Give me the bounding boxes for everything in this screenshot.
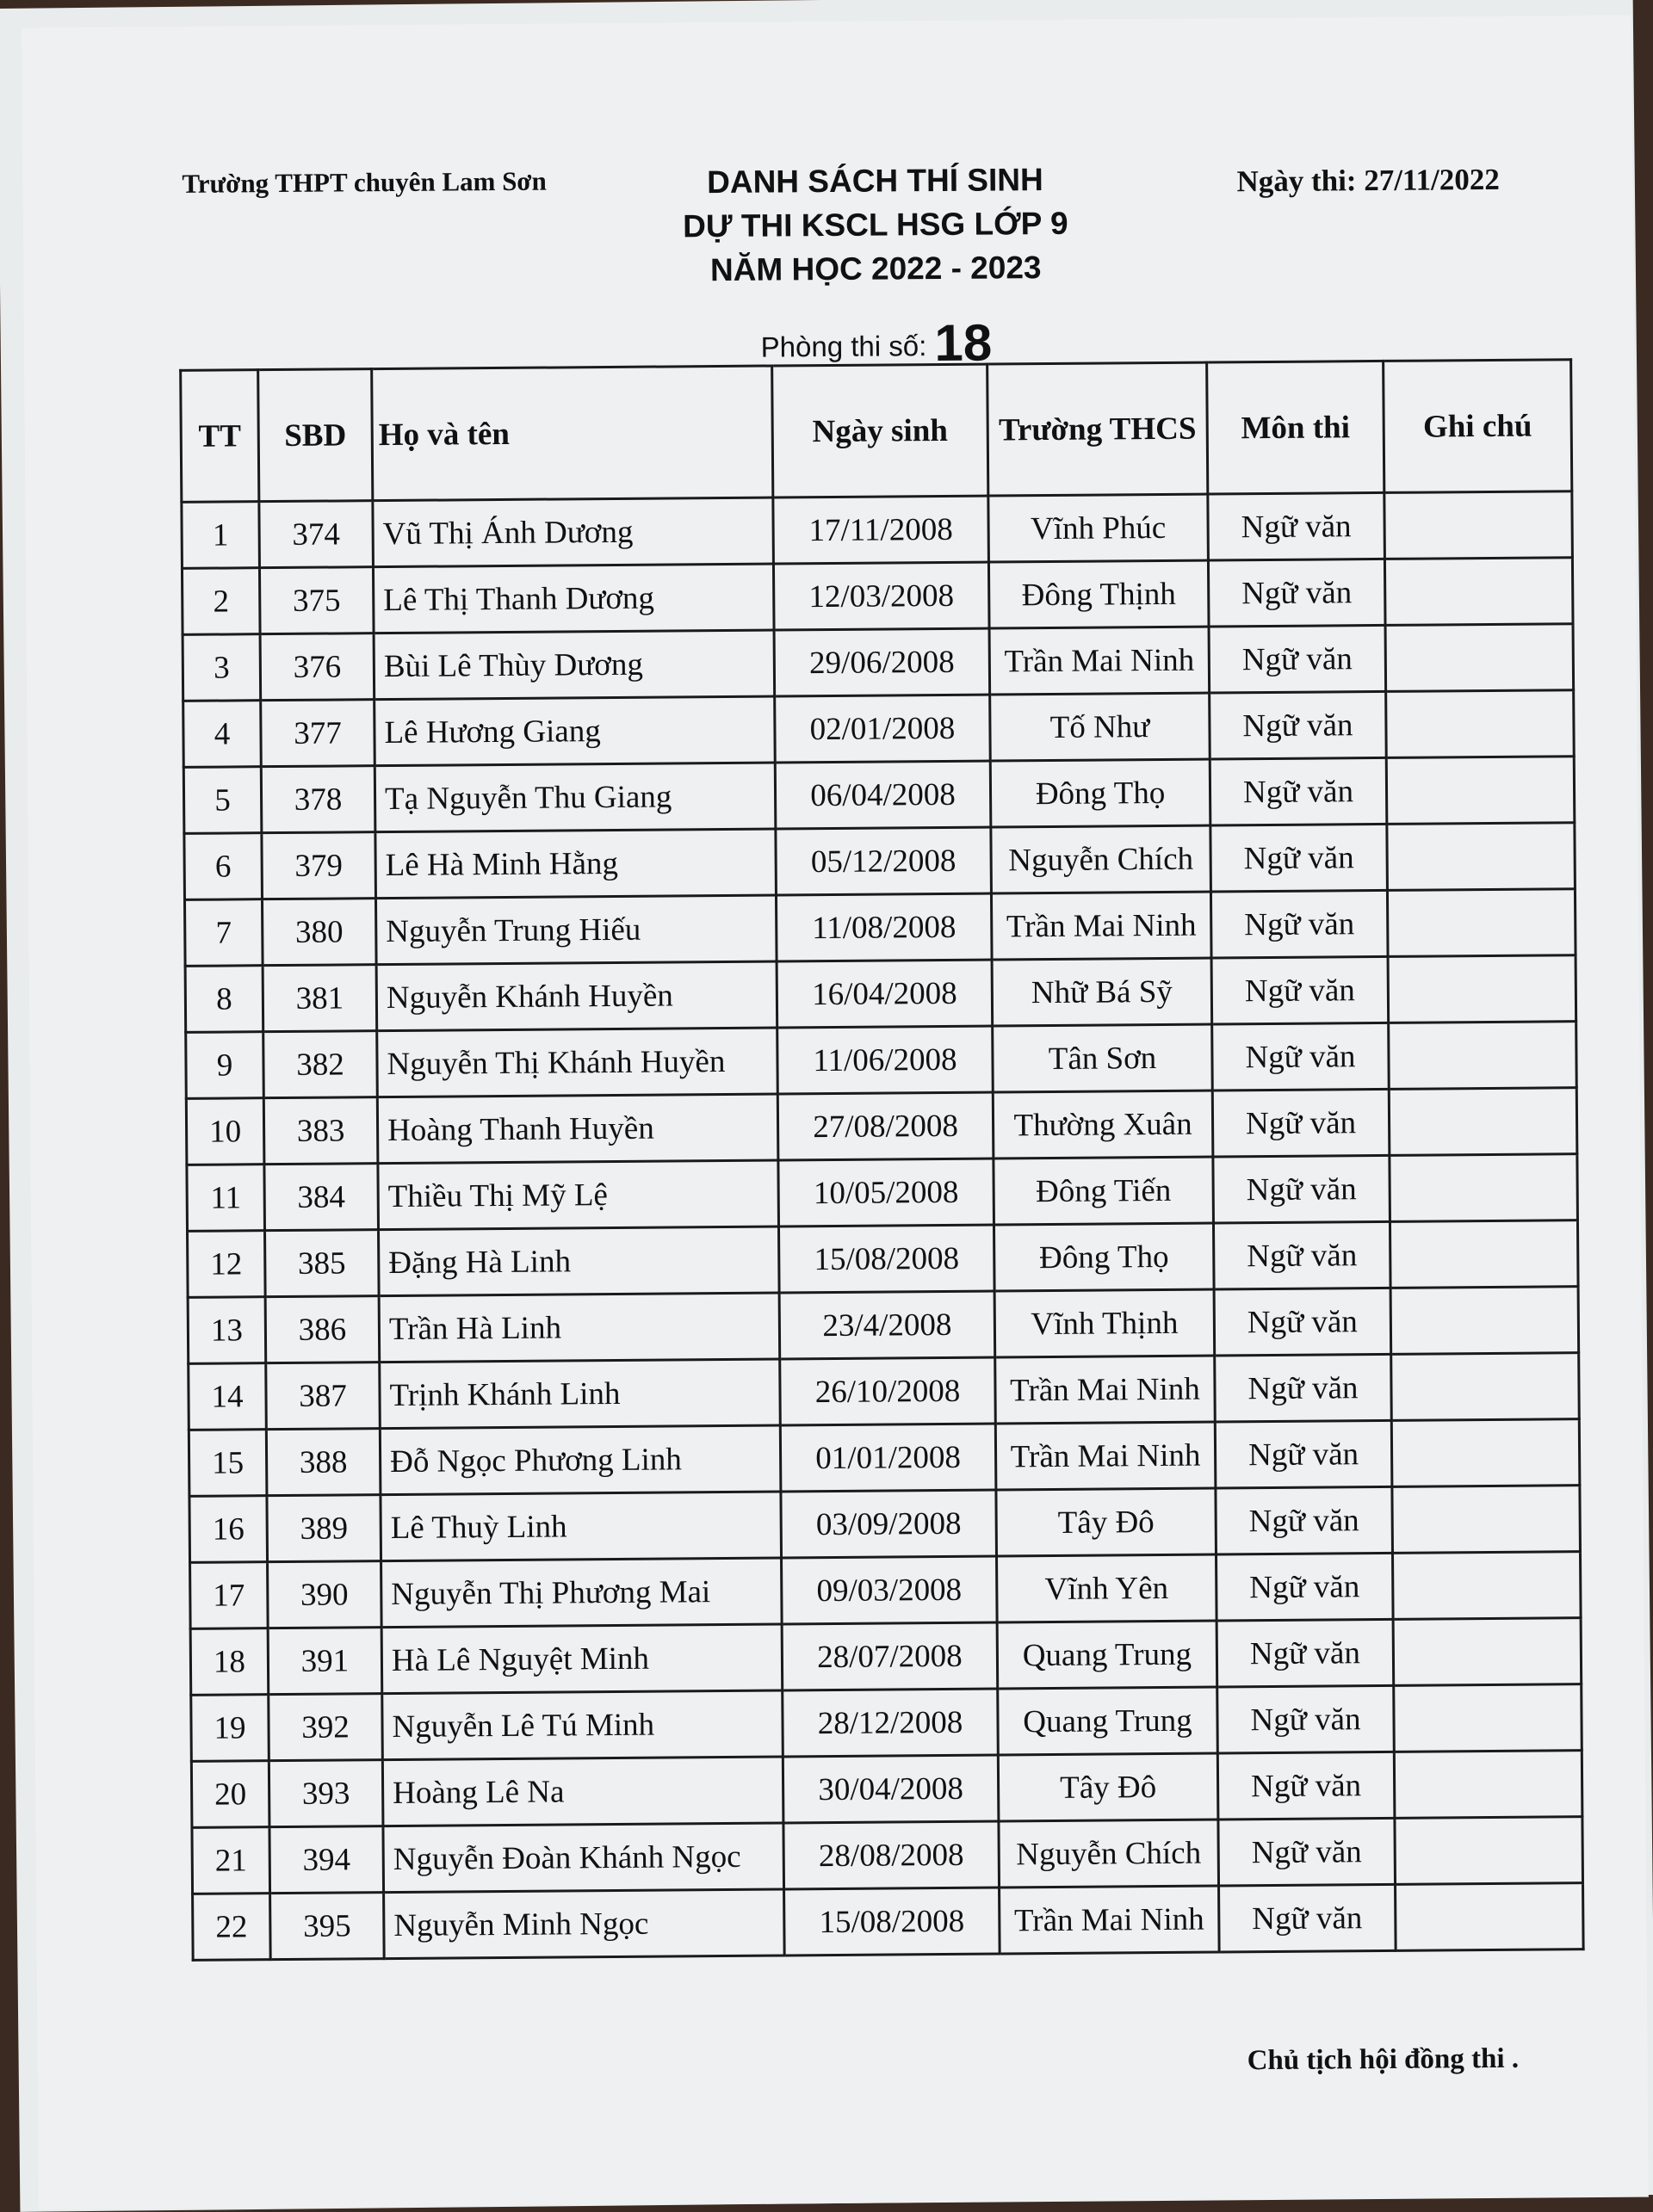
cell-subject: Ngữ văn [1213,1221,1390,1289]
cell-dob: 11/06/2008 [777,1026,994,1094]
cell-subject: Ngữ văn [1210,757,1387,825]
cell-sbd: 394 [269,1826,384,1894]
col-header-dob: Ngày sinh [772,364,988,497]
col-header-subject: Môn thi [1207,361,1384,494]
cell-dob: 16/04/2008 [777,960,993,1028]
cell-name: Hoàng Thanh Huyền [377,1094,778,1164]
col-header-name: Họ và tên [372,366,773,501]
cell-subject: Ngữ văn [1210,890,1388,958]
cell-tt: 22 [193,1894,271,1961]
cell-sbd: 387 [266,1362,381,1430]
cell-subject: Ngữ văn [1210,691,1387,759]
room-number: 18 [934,313,993,373]
table-row [190,1552,1582,1629]
cell-notes [1387,889,1576,957]
cell-sbd: 382 [263,1031,378,1098]
cell-name: Lê Hà Minh Hằng [375,829,777,899]
cell-tt: 6 [184,833,263,900]
cell-dob: 06/04/2008 [775,761,991,829]
cell-dob: 29/06/2008 [774,628,990,696]
cell-dob: 28/07/2008 [782,1622,998,1690]
cell-subject: Ngữ văn [1217,1685,1395,1753]
cell-notes [1396,1883,1584,1951]
cell-name: Lê Hương Giang [375,696,776,766]
cell-subject: Ngữ văn [1213,1155,1390,1223]
table-row [186,1022,1577,1099]
cell-tt: 10 [186,1098,264,1165]
cell-tt: 1 [182,502,260,569]
cell-name: Lê Thuỳ Linh [381,1492,782,1561]
cell-sbd: 395 [270,1893,385,1960]
cell-school: Trần Mai Ninh [995,1356,1216,1424]
cell-name: Nguyễn Đoàn Khánh Ngọc [383,1823,784,1893]
cell-school: Trần Mai Ninh [995,1422,1216,1490]
cell-subject: Ngữ văn [1212,1089,1390,1157]
cell-subject: Ngữ văn [1217,1619,1394,1687]
cell-dob: 03/09/2008 [781,1490,997,1558]
cell-name: Hoàng Lê Na [382,1757,783,1826]
candidate-table [179,358,1584,1962]
cell-school: Vĩnh Phúc [988,494,1209,562]
cell-sbd: 374 [259,501,374,568]
cell-name: Hà Lê Nguyệt Minh [381,1624,783,1694]
cell-notes [1389,1022,1577,1090]
table-row [184,889,1576,967]
cell-subject: Ngữ văn [1219,1884,1396,1952]
cell-notes [1390,1220,1578,1288]
cell-notes [1386,757,1575,825]
table-row [182,558,1573,635]
cell-sbd: 391 [268,1628,382,1695]
cell-school: Trần Mai Ninh [989,627,1210,695]
cell-tt: 17 [190,1562,269,1629]
cell-sbd: 384 [264,1164,379,1231]
cell-name: Bùi Lê Thùy Dương [374,630,775,700]
cell-name: Nguyễn Trung Hiếu [375,895,777,965]
table-row [183,690,1575,768]
cell-subject: Ngữ văn [1209,625,1386,693]
cell-name: Nguyễn Thị Phương Mai [381,1558,783,1628]
cell-dob: 23/4/2008 [779,1291,995,1359]
table-row [185,955,1576,1033]
cell-sbd: 381 [263,965,377,1032]
cell-sbd: 378 [261,766,375,833]
cell-dob: 10/05/2008 [778,1159,994,1226]
cell-dob: 26/10/2008 [780,1357,996,1425]
cell-school: Tây Đô [996,1488,1217,1556]
cell-notes [1384,491,1573,559]
cell-name: Vũ Thị Ánh Dương [373,497,774,567]
table-row [190,1618,1582,1696]
cell-sbd: 388 [266,1429,381,1496]
cell-notes [1385,624,1574,692]
table-row [187,1154,1578,1232]
cell-dob: 28/12/2008 [783,1689,999,1757]
title-line-1: DANH SÁCH THÍ SINH [707,162,1043,201]
cell-notes [1392,1486,1581,1554]
table-row [184,823,1576,900]
cell-school: Đông Thịnh [988,560,1209,628]
cell-tt: 11 [187,1165,265,1232]
cell-notes [1394,1684,1582,1752]
cell-subject: Ngữ văn [1215,1420,1392,1488]
cell-school: Vĩnh Thịnh [994,1289,1215,1357]
cell-name: Đặng Hà Linh [379,1226,780,1296]
cell-dob: 11/08/2008 [776,893,992,961]
cell-sbd: 379 [262,832,376,899]
cell-school: Trần Mai Ninh [991,892,1211,960]
table-row [192,1817,1583,1894]
cell-tt: 15 [189,1430,267,1497]
cell-school: Nhữ Bá Sỹ [992,958,1212,1026]
cell-school: Đông Thọ [990,759,1210,827]
cell-sbd: 385 [265,1230,380,1297]
cell-subject: Ngữ văn [1218,1818,1396,1886]
cell-tt: 9 [186,1032,264,1099]
cell-sbd: 377 [261,700,375,767]
table-row [189,1486,1581,1563]
cell-name: Trịnh Khánh Linh [380,1359,781,1429]
cell-sbd: 376 [260,633,375,701]
cell-tt: 14 [189,1363,267,1430]
col-header-tt: TT [181,370,259,503]
cell-school: Đông Thọ [994,1223,1214,1291]
document-page [22,15,1649,2210]
cell-name: Trần Hà Linh [379,1293,780,1362]
cell-name: Thiều Thị Mỹ Lệ [378,1160,779,1230]
cell-school: Tố Như [990,693,1210,761]
cell-subject: Ngữ văn [1212,1023,1390,1091]
col-header-notes: Ghi chú [1384,360,1572,493]
cell-dob: 01/01/2008 [780,1424,996,1492]
cell-notes [1384,558,1573,626]
cell-tt: 7 [184,899,263,967]
cell-notes [1391,1353,1580,1421]
cell-dob: 05/12/2008 [776,827,992,895]
title-line-3: NĂM HỌC 2022 - 2023 [709,250,1042,288]
cell-tt: 3 [183,634,261,701]
cell-subject: Ngữ văn [1214,1288,1391,1356]
cell-sbd: 386 [265,1296,380,1363]
cell-tt: 12 [188,1231,266,1298]
cell-name: Tạ Nguyễn Thu Giang [375,763,776,832]
cell-dob: 30/04/2008 [783,1755,999,1823]
cell-name: Đỗ Ngọc Phương Linh [380,1425,781,1495]
table-row [193,1883,1584,1961]
table-header-row [181,360,1572,503]
cell-subject: Ngữ văn [1208,559,1385,627]
col-header-school: Trường THCS [987,362,1208,496]
cell-notes [1390,1287,1579,1355]
cell-notes [1394,1751,1582,1819]
cell-tt: 19 [191,1695,269,1762]
cell-dob: 12/03/2008 [773,562,989,630]
cell-tt: 20 [191,1761,269,1828]
cell-dob: 02/01/2008 [775,695,991,763]
signature-label: Chủ tịch hội đồng thi . [1247,2042,1520,2077]
cell-notes [1392,1552,1581,1620]
cell-school: Tân Sơn [993,1024,1213,1092]
cell-school: Trần Mai Ninh [1000,1886,1220,1954]
document-title [582,157,1168,293]
cell-subject: Ngữ văn [1215,1354,1392,1422]
cell-tt: 16 [189,1496,268,1563]
cell-school: Vĩnh Yên [997,1554,1217,1622]
cell-subject: Ngữ văn [1211,956,1389,1024]
cell-sbd: 390 [268,1561,382,1628]
school-name: Trường THPT chuyên Lam Sơn [182,165,547,199]
cell-school: Nguyễn Chích [991,825,1211,893]
table-row [189,1419,1580,1497]
table-row [191,1684,1582,1762]
cell-sbd: 375 [259,567,374,634]
cell-dob: 15/08/2008 [778,1225,994,1293]
cell-name: Nguyễn Lê Tú Minh [382,1690,783,1760]
cell-sbd: 393 [269,1760,383,1827]
cell-name: Nguyễn Minh Ngọc [384,1889,785,1959]
cell-dob: 17/11/2008 [773,496,989,564]
cell-sbd: 380 [262,899,376,966]
cell-tt: 8 [185,966,263,1033]
cell-sbd: 392 [269,1694,383,1761]
col-header-sbd: SBD [258,369,373,502]
table-row [189,1353,1580,1430]
cell-notes [1391,1419,1580,1487]
cell-school: Tây Đô [998,1753,1218,1821]
cell-notes [1390,1154,1578,1222]
cell-tt: 13 [188,1297,266,1364]
cell-tt: 2 [182,568,260,635]
cell-subject: Ngữ văn [1210,824,1388,892]
table-row [188,1287,1579,1364]
cell-school: Nguyễn Chích [999,1820,1219,1888]
cell-sbd: 389 [267,1495,381,1562]
table-row [183,757,1575,834]
cell-subject: Ngữ văn [1208,492,1385,560]
table-row [182,491,1573,569]
cell-dob: 15/08/2008 [784,1888,1000,1956]
cell-notes [1386,690,1575,758]
cell-tt: 18 [190,1628,269,1696]
cell-subject: Ngữ văn [1216,1486,1393,1554]
cell-subject: Ngữ văn [1217,1752,1395,1820]
table-row [186,1088,1577,1165]
exam-date: Ngày thi: 27/11/2022 [1236,162,1500,199]
room-label: Phòng thi số: [760,330,927,363]
cell-dob: 28/08/2008 [783,1821,1000,1889]
cell-name: Lê Thị Thanh Dương [373,564,774,633]
cell-school: Quang Trung [997,1621,1217,1689]
cell-name: Nguyễn Thị Khánh Huyền [377,1028,778,1097]
table-row [188,1220,1579,1298]
table-row [191,1751,1582,1828]
cell-notes [1388,955,1576,1023]
title-line-2: DỰ THI KSCL HSG LỚP 9 [682,205,1068,244]
cell-dob: 27/08/2008 [777,1092,994,1160]
cell-tt: 4 [183,701,262,768]
cell-school: Đông Tiến [994,1157,1214,1225]
cell-notes [1389,1088,1577,1156]
cell-sbd: 383 [263,1097,378,1165]
cell-school: Quang Trung [998,1687,1218,1755]
cell-name: Nguyễn Khánh Huyền [376,961,777,1031]
cell-notes [1395,1817,1583,1885]
cell-subject: Ngữ văn [1217,1553,1394,1621]
table-row [183,624,1574,701]
cell-notes [1387,823,1576,891]
cell-tt: 21 [192,1827,270,1894]
cell-notes [1393,1618,1582,1686]
table-body [182,491,1583,1961]
cell-dob: 09/03/2008 [782,1556,998,1624]
cell-school: Thường Xuân [993,1091,1213,1159]
cell-tt: 5 [183,767,262,834]
